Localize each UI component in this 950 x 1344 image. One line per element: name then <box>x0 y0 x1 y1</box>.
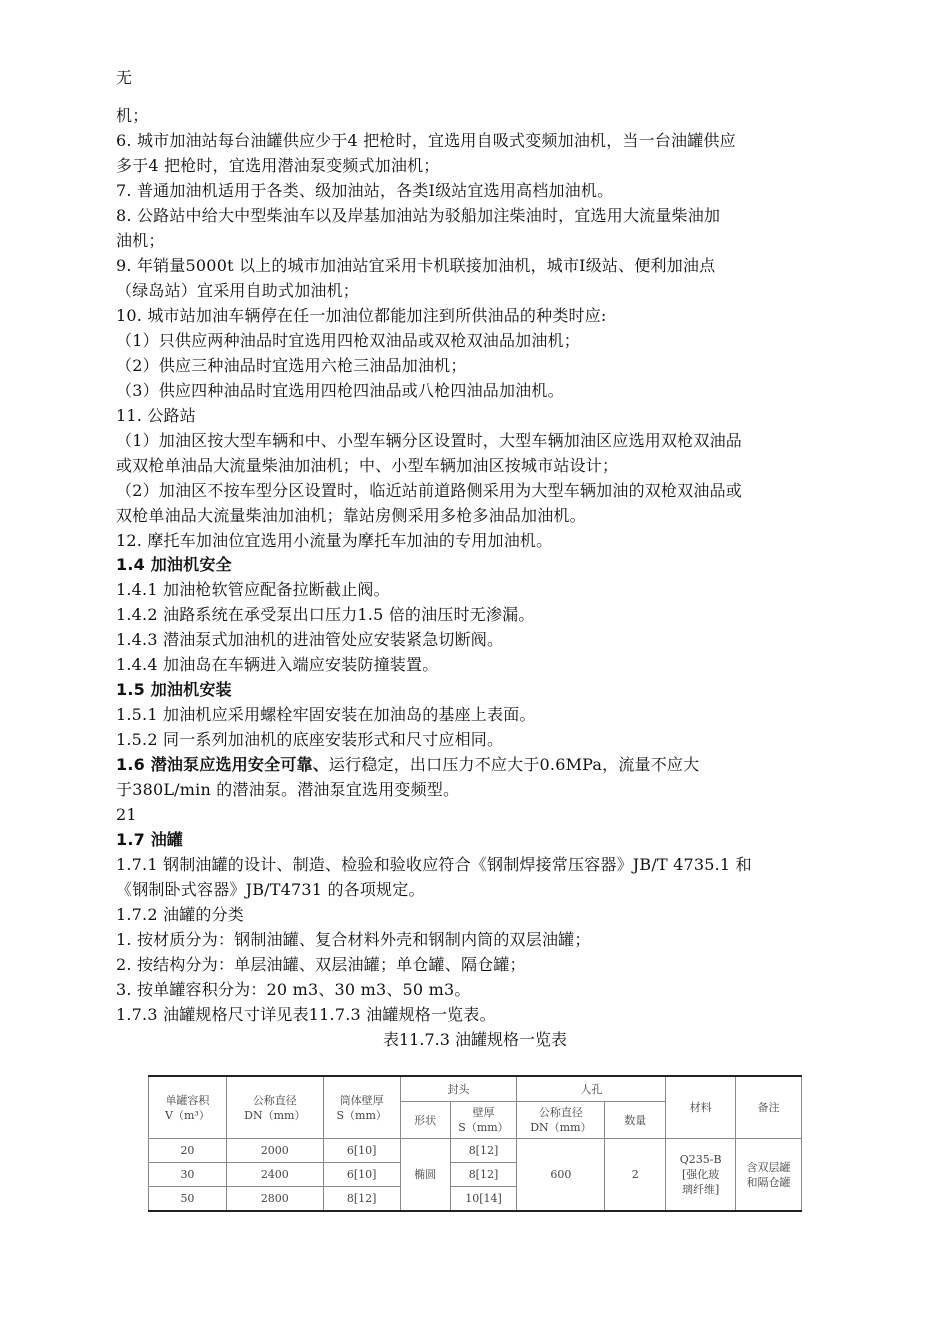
text-line: 3. 按单罐容积分为：20 m3、30 m3、50 m3。 <box>116 980 471 999</box>
header-remark: 备注 <box>736 1076 802 1139</box>
cell-volume: 30 <box>149 1163 227 1187</box>
text-line: 1.4.1 加油枪软管应配备拉断截止阀。 <box>116 580 390 599</box>
text-line: 机； <box>116 106 149 125</box>
text-line: 1.7.3 油罐规格尺寸详见表11.7.3 油罐规格一览表。 <box>116 1005 496 1024</box>
text-line: 7. 普通加油机适用于各类、级加油站，各类Ⅰ级站宜选用高档加油机。 <box>116 181 614 200</box>
text-line: 《钢制卧式容器》JB/T4731 的各项规定。 <box>116 880 425 899</box>
section-heading: 1.6 潜油泵应选用安全可靠、 <box>116 755 329 774</box>
cell-manhole-diameter: 600 <box>517 1139 605 1212</box>
text-line: 油机； <box>116 231 165 250</box>
text-line: 1.4.3 潜油泵式加油机的进油管处应安装紧急切断阀。 <box>116 630 504 649</box>
header-quantity: 数量 <box>605 1102 666 1139</box>
text-line: 1.4.2 油路系统在承受泵出口压力1.5 倍的油压时无渗漏。 <box>116 605 535 624</box>
cell-head-thickness: 10[14] <box>450 1187 517 1212</box>
header-nominal-diameter: 公称直径 DN（mm） <box>226 1076 323 1139</box>
section-heading: 1.4 加油机安全 <box>116 555 232 574</box>
table-row <box>149 1139 802 1163</box>
tank-spec-table <box>148 1075 802 1212</box>
cell-head-thickness: 8[12] <box>450 1163 517 1187</box>
text-line: 1.5.1 加油机应采用螺栓牢固安装在加油岛的基座上表面。 <box>116 705 536 724</box>
section-heading: 1.5 加油机安装 <box>116 680 232 699</box>
cell-diameter: 2000 <box>226 1139 323 1163</box>
header-head-thickness: 壁厚 S（mm） <box>450 1102 517 1139</box>
text-line: （3）供应四种油品时宜选用四枪四油品或八枪四油品加油机。 <box>116 381 564 400</box>
cell-material: Q235-B [强化玻 璃纤维] <box>666 1139 736 1212</box>
page-number: 21 <box>116 805 137 824</box>
text-line: 8. 公路站中给大中型柴油车以及岸基加油站为驳船加注柴油时，宜选用大流量柴油加 <box>116 206 721 225</box>
text-line: 1.7.2 油罐的分类 <box>116 905 244 924</box>
text-line: 1.4.4 加油岛在车辆进入端应安装防撞装置。 <box>116 655 439 674</box>
cell-quantity: 2 <box>605 1139 666 1212</box>
text-line: 11. 公路站 <box>116 406 196 425</box>
text-line: 10. 城市站加油车辆停在任一加油位都能加注到所供油品的种类时应: <box>116 306 607 325</box>
cell-volume: 20 <box>149 1139 227 1163</box>
cell-head-shape: 椭圆 <box>400 1139 450 1212</box>
text-line: （2）加油区不按车型分区设置时，临近站前道路侧采用为大型车辆加油的双枪双油品或 <box>116 481 742 500</box>
header-shell-thickness: 筒体壁厚 S（mm） <box>323 1076 400 1139</box>
cell-shell-thickness: 6[10] <box>323 1163 400 1187</box>
section-heading: 1.7 油罐 <box>116 830 184 849</box>
text-segment: 运行稳定，出口压力不应大于0.6MPa，流量不应大 <box>328 755 700 774</box>
header-manhole-diameter: 公称直径 DN（mm） <box>517 1102 605 1139</box>
cell-shell-thickness: 8[12] <box>323 1187 400 1212</box>
header-manhole: 人孔 <box>517 1076 666 1102</box>
text-line: 1. 按材质分为：钢制油罐、复合材料外壳和钢制内筒的双层油罐； <box>116 930 591 949</box>
cell-shell-thickness: 6[10] <box>323 1139 400 1163</box>
text-line: 9. 年销量5000t 以上的城市加油站宜采用卡机联接加油机，城市Ⅰ级站、便利加油点 <box>116 256 716 275</box>
header-volume: 单罐容积 V（m³） <box>149 1076 227 1139</box>
text-line: 6. 城市加油站每台油罐供应少于4 把枪时，宜选用自吸式变频加油机，当一台油罐供应 <box>116 131 736 150</box>
cell-diameter: 2800 <box>226 1187 323 1212</box>
text-line: 多于4 把枪时，宜选用潜油泵变频式加油机； <box>116 156 440 175</box>
header-head-shape: 形状 <box>400 1102 450 1139</box>
text-line: 无 <box>116 68 133 87</box>
text-line: （1）只供应两种油品时宜选用四枪双油品或双枪双油品加油机； <box>116 331 580 350</box>
text-line: 1.5.2 同一系列加油机的底座安装形式和尺寸应相同。 <box>116 730 504 749</box>
text-line: 2. 按结构分为：单层油罐、双层油罐；单仓罐、隔仓罐； <box>116 955 526 974</box>
text-line: （1）加油区按大型车辆和中、小型车辆分区设置时，大型车辆加油区应选用双枪双油品 <box>116 431 742 450</box>
cell-volume: 50 <box>149 1187 227 1212</box>
text-line: （绿岛站）宜采用自助式加油机； <box>116 281 360 300</box>
cell-remark: 含双层罐 和隔仓罐 <box>736 1139 802 1212</box>
text-line: 于380L/min 的潜油泵。潜油泵宜选用变频型。 <box>116 780 460 799</box>
text-line: 1.7.1 钢制油罐的设计、制造、检验和验收应符合《钢制焊接常压容器》JB/T 4735.1 和 <box>116 855 752 874</box>
table-header-row <box>149 1076 802 1102</box>
table-caption: 表11.7.3 油罐规格一览表 <box>383 1030 567 1049</box>
text-line: 12. 摩托车加油位宜选用小流量为摩托车加油的专用加油机。 <box>116 531 553 550</box>
text-line: 或双枪单油品大流量柴油加油机；中、小型车辆加油区按城市站设计； <box>116 456 619 475</box>
cell-diameter: 2400 <box>226 1163 323 1187</box>
text-line-mixed <box>116 753 699 777</box>
header-material: 材料 <box>666 1076 736 1139</box>
text-line: （2）供应三种油品时宜选用六枪三油品加油机； <box>116 356 467 375</box>
text-line: 双枪单油品大流量柴油加油机；靠站房侧采用多枪多油品加油机。 <box>116 506 586 525</box>
cell-head-thickness: 8[12] <box>450 1139 517 1163</box>
header-head: 封头 <box>400 1076 517 1102</box>
